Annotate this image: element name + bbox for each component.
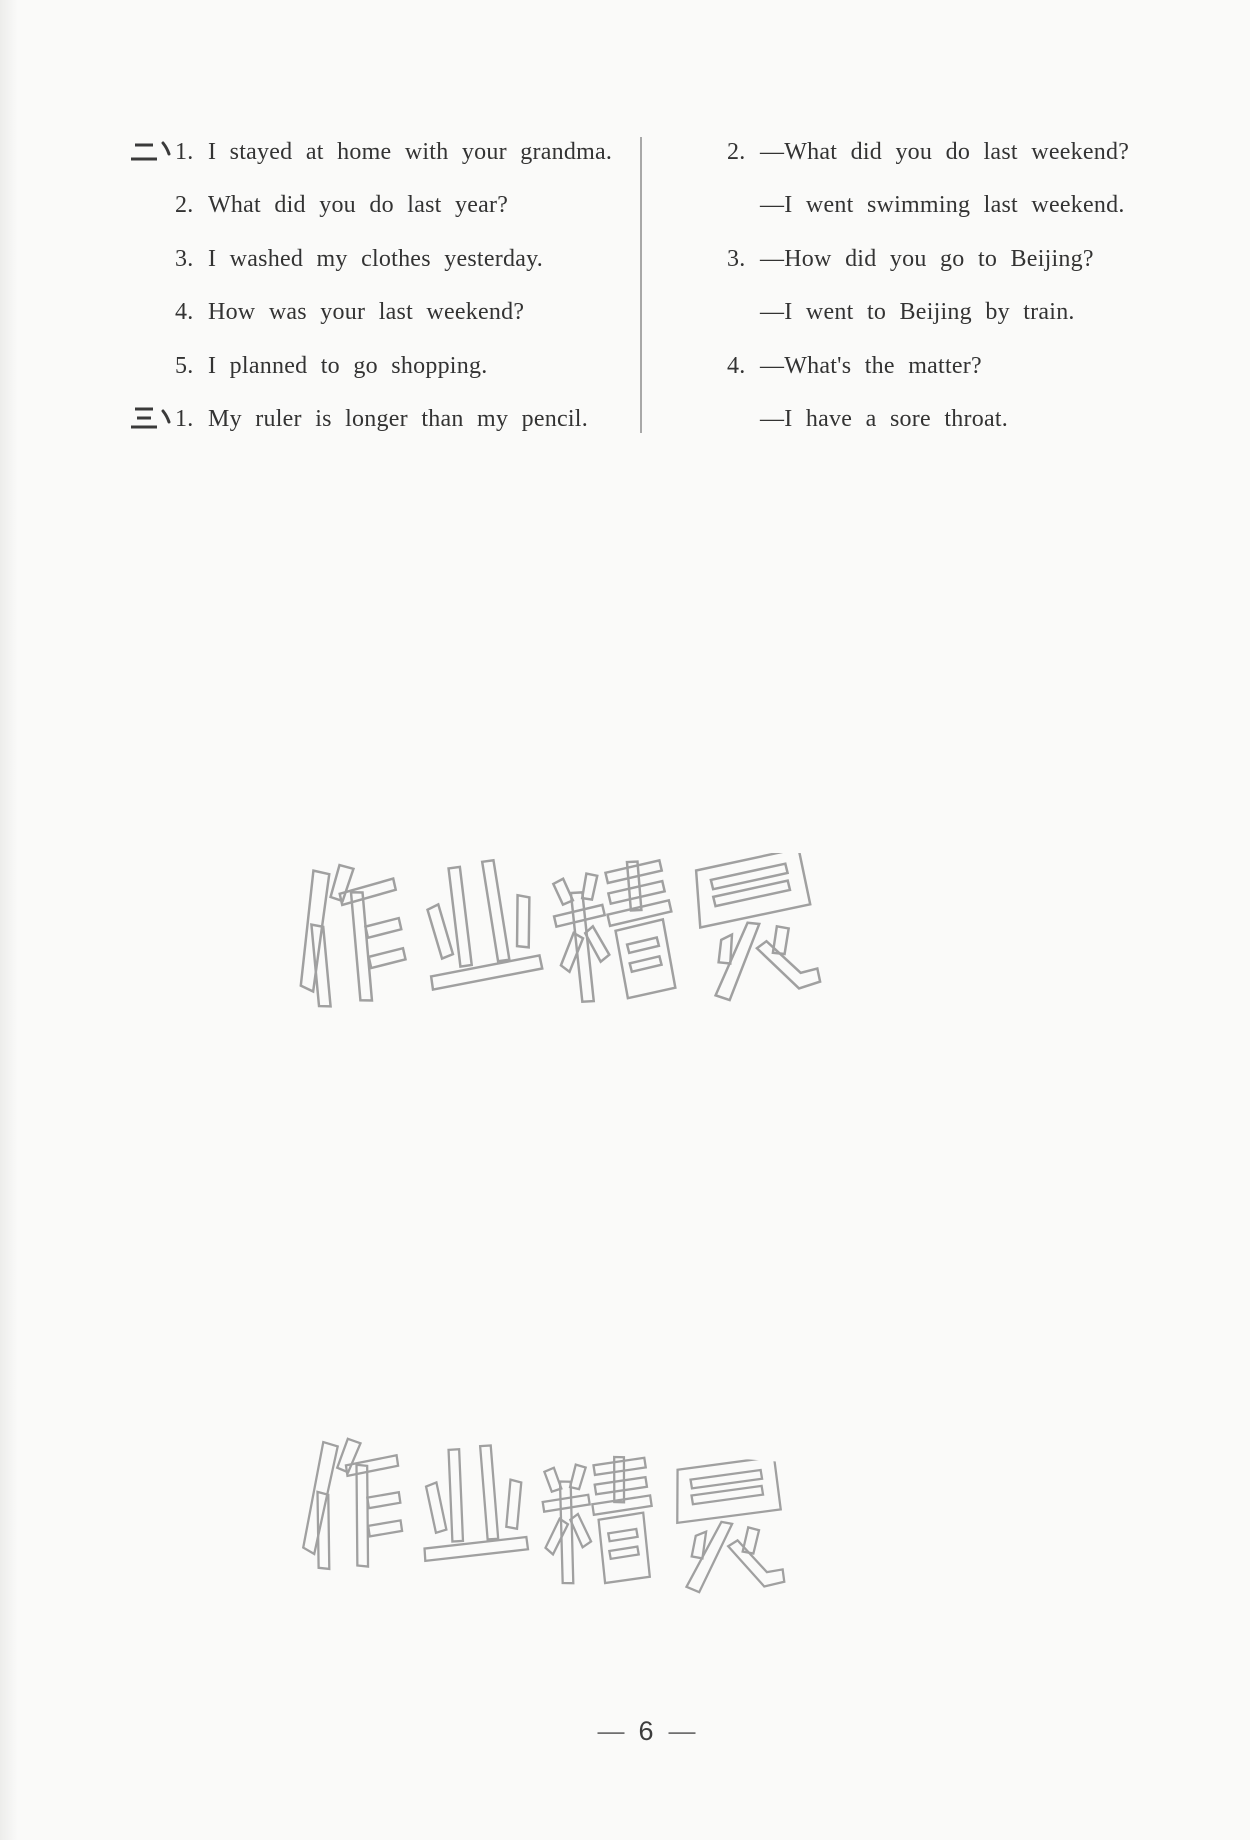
answer-row — [128, 233, 612, 286]
answer-row — [128, 393, 612, 446]
answer-row — [727, 233, 1129, 286]
answers-column-left — [128, 126, 612, 446]
answers-column-right — [727, 126, 1129, 446]
answer-row — [128, 286, 612, 339]
answer-text: —I went to Beijing by train. — [760, 299, 1075, 326]
answer-row — [727, 286, 1129, 339]
answer-row — [727, 179, 1129, 232]
answer-row — [128, 126, 612, 179]
answer-number: 4. — [175, 299, 194, 326]
answer-text: —How did you go to Beijing? — [760, 245, 1094, 272]
footer-right-dash: — — [668, 1716, 695, 1746]
page-number: 6 — [638, 1716, 654, 1746]
answer-number: 2. — [727, 139, 746, 165]
page-left-edge-shading — [0, 0, 18, 1840]
answer-text: My ruler is longer than my pencil. — [208, 405, 588, 432]
answer-row — [727, 393, 1129, 446]
section-marker-er-icon — [128, 126, 175, 179]
answer-text: —What did you do last weekend? — [760, 139, 1130, 165]
answer-row — [128, 179, 612, 232]
answer-text: —I have a sore throat. — [760, 405, 1008, 432]
footer-left-dash: — — [597, 1716, 624, 1746]
answer-row — [727, 340, 1129, 393]
answer-text: —I went swimming last weekend. — [760, 192, 1125, 219]
watermark-zuoye-jingling — [291, 1424, 795, 1612]
answer-number: 5. — [175, 352, 194, 379]
answer-number: 4. — [727, 352, 746, 379]
answer-row — [128, 340, 612, 393]
answer-text: —What's the matter? — [760, 352, 982, 379]
answer-text: I stayed at home with your grandma. — [208, 139, 613, 165]
answer-number: 2. — [175, 192, 194, 219]
answer-number: 3. — [727, 245, 746, 272]
answer-text: How was your last weekend? — [208, 299, 525, 326]
answer-number: 3. — [175, 245, 194, 272]
column-divider-line — [640, 137, 642, 433]
answer-number: 1. — [175, 139, 194, 165]
page-footer — [576, 1716, 716, 1747]
answer-row — [727, 126, 1129, 179]
answer-text: What did you do last year? — [208, 192, 509, 219]
section-marker-san-icon — [128, 393, 175, 446]
watermark-zuoye-jingling — [290, 853, 822, 1015]
answer-number: 1. — [175, 405, 194, 432]
answer-text: I planned to go shopping. — [208, 352, 488, 379]
answer-text: I washed my clothes yesterday. — [208, 245, 544, 272]
